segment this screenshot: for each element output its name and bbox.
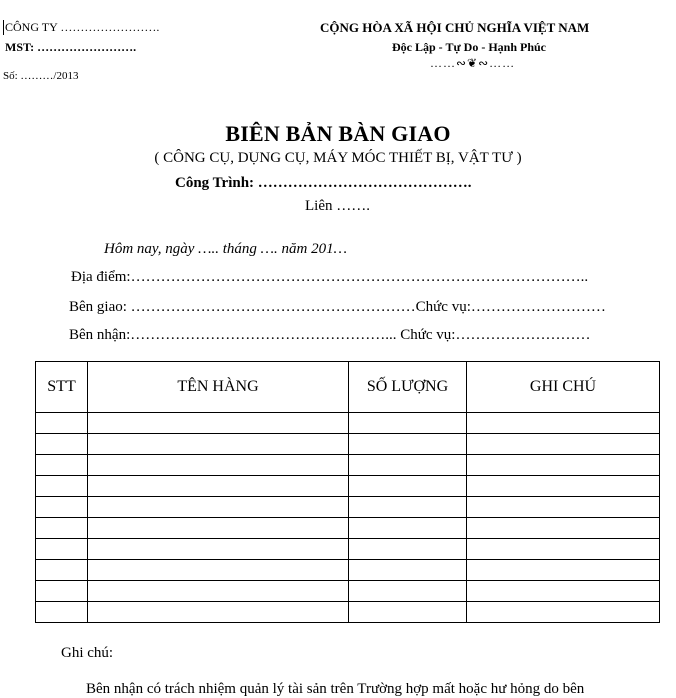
table-cell <box>349 560 467 581</box>
table-row <box>36 581 660 602</box>
table-row <box>36 497 660 518</box>
table-row <box>36 560 660 581</box>
table-cell <box>349 434 467 455</box>
table-cell <box>467 602 660 623</box>
notes-label: Ghi chú: <box>61 645 114 661</box>
receiver-line: Bên nhận:……………………………………………... Chức vụ:……………………… <box>69 327 591 343</box>
tax-code: MST: ……………………. <box>5 40 137 54</box>
table-cell <box>88 476 349 497</box>
text-cursor <box>3 20 4 35</box>
table-cell <box>467 539 660 560</box>
ornament-divider: ……∾❦∾…… <box>430 56 516 70</box>
table-cell <box>349 581 467 602</box>
table-cell <box>36 539 88 560</box>
table-cell <box>349 476 467 497</box>
table-cell <box>88 434 349 455</box>
table-cell <box>36 581 88 602</box>
company-name: CÔNG TY ……………………. <box>5 20 160 34</box>
table-cell <box>467 560 660 581</box>
copy-number: Liên ……. <box>305 198 370 214</box>
table-row <box>36 476 660 497</box>
table-cell <box>36 497 88 518</box>
date-line: Hôm nay, ngày ….. tháng …. năm 201… <box>104 241 347 257</box>
table-cell <box>36 560 88 581</box>
table-row <box>36 413 660 434</box>
document-title: BIÊN BẢN BÀN GIAO <box>225 121 451 146</box>
table-cell <box>467 581 660 602</box>
table-cell <box>88 539 349 560</box>
header-notes: GHI CHÚ <box>467 362 660 413</box>
table-cell <box>88 560 349 581</box>
table-row <box>36 518 660 539</box>
table-cell <box>88 455 349 476</box>
table-cell <box>349 413 467 434</box>
handover-table <box>35 361 660 623</box>
table-cell <box>349 497 467 518</box>
table-cell <box>88 497 349 518</box>
giver-line: Bên giao: …………………………………………………Chức vụ:……………………… <box>69 299 606 315</box>
table-cell <box>36 602 88 623</box>
table-cell <box>88 581 349 602</box>
table-row <box>36 602 660 623</box>
document-subtitle: ( CÔNG CỤ, DỤNG CỤ, MÁY MÓC THIẾT BỊ, VẬT TƯ ) <box>154 150 522 166</box>
table-cell <box>349 602 467 623</box>
table-cell <box>349 455 467 476</box>
document-number: Số: ………/2013 <box>3 70 79 82</box>
table-cell <box>36 434 88 455</box>
table-cell <box>467 518 660 539</box>
table-cell <box>349 518 467 539</box>
header-quantity: SỐ LƯỢNG <box>349 362 467 413</box>
table-header-row <box>36 362 660 413</box>
table-cell <box>467 455 660 476</box>
table-cell <box>467 497 660 518</box>
nation-header: CỘNG HÒA XÃ HỘI CHỦ NGHĨA VIỆT NAM <box>320 20 590 35</box>
project-line: Công Trình: ……………………………………. <box>175 175 472 191</box>
table-row <box>36 434 660 455</box>
table-cell <box>36 455 88 476</box>
table-cell <box>88 518 349 539</box>
table-row <box>36 455 660 476</box>
notes-text: Bên nhận có trách nhiệm quản lý tài sản trên Trường hợp mất hoặc hư hỏng do bên <box>86 681 585 697</box>
table-cell <box>467 476 660 497</box>
table-cell <box>36 413 88 434</box>
location-line: Địa điểm:……………………………………………………………………………….. <box>71 269 589 285</box>
table-cell <box>467 434 660 455</box>
table-cell <box>36 476 88 497</box>
table-row <box>36 539 660 560</box>
header-stt: STT <box>36 362 88 413</box>
table-cell <box>36 518 88 539</box>
header-item-name: TÊN HÀNG <box>88 362 349 413</box>
table-cell <box>467 413 660 434</box>
table-cell <box>88 602 349 623</box>
national-motto: Độc Lập - Tự Do - Hạnh Phúc <box>392 40 547 54</box>
table-cell <box>349 539 467 560</box>
table-cell <box>88 413 349 434</box>
